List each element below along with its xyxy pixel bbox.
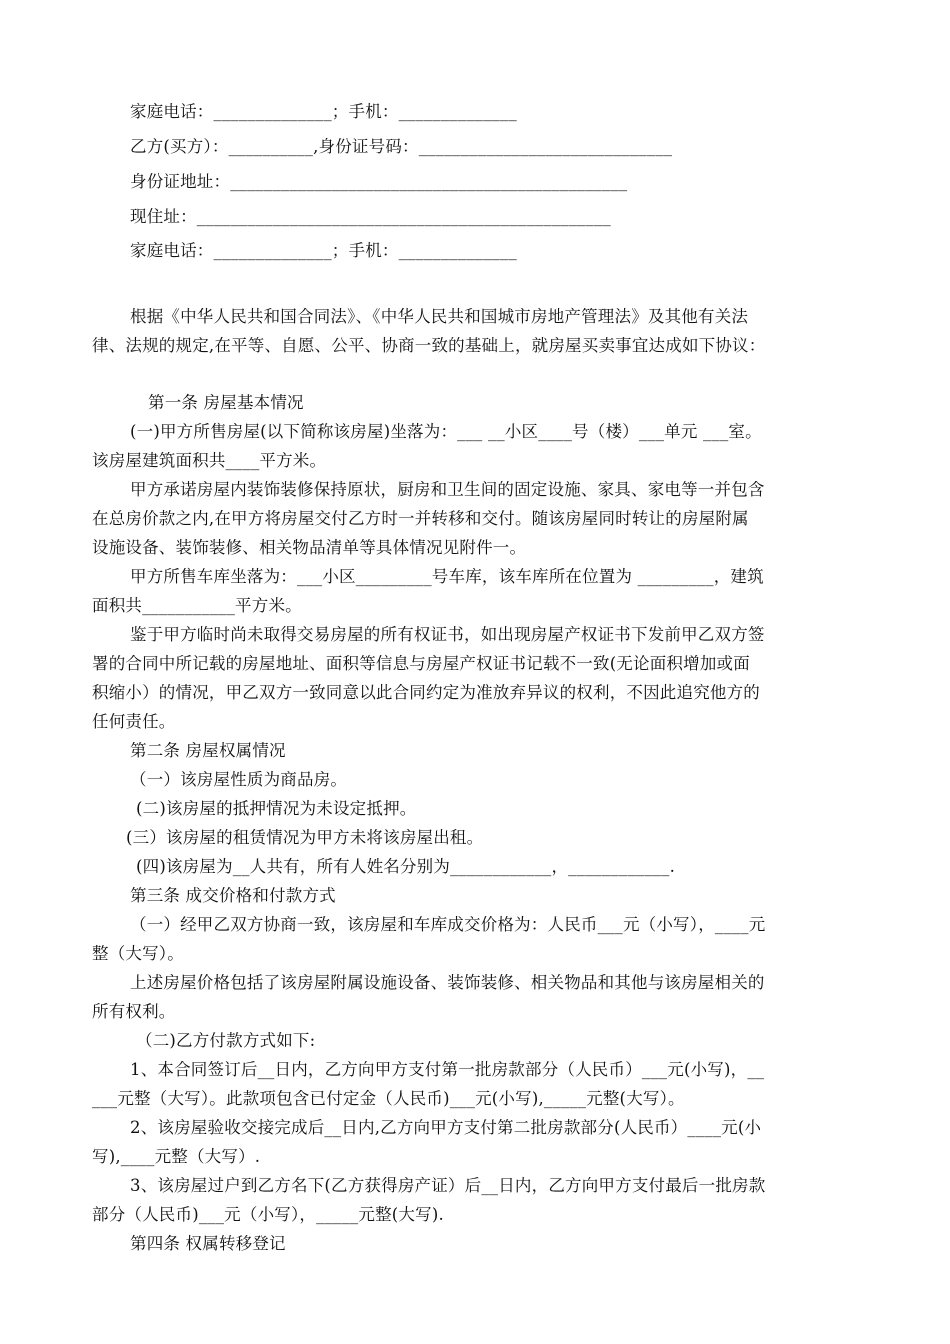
party-a-contact-line: 家庭电话：______________；手机：______________: [130, 102, 517, 121]
article-line: 1、本合同签订后__日内，乙方向甲方支付第一批房款部分（人民币）___元(小写)，__: [130, 1060, 765, 1079]
article-line: （一）该房屋性质为商品房。: [130, 770, 348, 789]
article-line: 上述房屋价格包括了该房屋附属设施设备、装饰装修、相关物品和其他与该房屋相关的: [130, 973, 765, 992]
article-line: 甲方承诺房屋内装饰装修保持原状，厨房和卫生间的固定设施、家具、家电等一并包含: [130, 480, 765, 499]
article-line: (二)该房屋的抵押情况为未设定抵押。: [136, 799, 417, 818]
article-line: 设施设备、装饰装修、相关物品清单等具体情况见附件一。: [92, 538, 527, 557]
article-line: 积缩小）的情况，甲乙双方一致同意以此合同约定为准放弃异议的权利，不因此追究他方的: [92, 683, 760, 702]
article-line: 3、该房屋过户到乙方名下(乙方获得房产证）后__日内，乙方向甲方支付最后一批房款: [130, 1176, 766, 1195]
party-b-id-address-line: 身份证地址：_______________________________________________: [130, 172, 628, 191]
article-line: (一)甲方所售房屋(以下简称该房屋)坐落为：___ __小区____号（楼）___单元 ___室。: [130, 422, 762, 441]
article-title: 第四条 权属转移登记: [130, 1234, 286, 1253]
article-line: 写),____元整（大写）.: [92, 1147, 261, 1166]
article-line: 甲方所售车库坐落为：___小区_________号车库，该车库所在位置为 _________，建筑: [130, 567, 764, 586]
article-line: 部分（人民币)___元（小写），_____元整(大写).: [92, 1205, 444, 1224]
article-line: (三）该房屋的租赁情况为甲方未将该房屋出租。: [126, 828, 484, 847]
article-line: (四)该房屋为__人共有，所有人姓名分别为____________，____________.: [136, 857, 676, 876]
article-line: 2、该房屋验收交接完成后__日内,乙方向甲方支付第二批房款部分(人民币）____元(小: [130, 1118, 762, 1137]
article-line: （一）经甲乙双方协商一致，该房屋和车库成交价格为：人民币___元（小写），____元: [130, 915, 766, 934]
article-title: 第三条 成交价格和付款方式: [130, 886, 336, 905]
article-line: 任何责任。: [92, 712, 176, 731]
article-line: 面积共___________平方米。: [92, 596, 302, 615]
party-b-contact-line: 家庭电话：______________；手机：______________: [130, 241, 517, 260]
preamble-line: 律、法规的规定,在平等、自愿、公平、协商一致的基础上，就房屋买卖事宜达成如下协议：: [92, 336, 766, 355]
article-title: 第二条 房屋权属情况: [130, 741, 286, 760]
article-line: 署的合同中所记载的房屋地址、面积等信息与房屋产权证书记载不一致(无论面积增加或面: [92, 654, 750, 673]
article-line: （二)乙方付款方式如下:: [136, 1031, 316, 1050]
article-line: 在总房价款之内,在甲方将房屋交付乙方时一并转移和交付。随该房屋同时转让的房屋附属: [92, 509, 749, 528]
party-b-current-address-line: 现住址：_________________________________________________: [130, 207, 611, 226]
article-line: 整（大写）。: [92, 944, 184, 963]
party-b-line: 乙方(买方）：__________,身份证号码：______________________________: [130, 137, 673, 156]
article-line: ___元整（大写）。此款项包含已付定金（人民币)___元(小写),_____元整(大写）。: [92, 1089, 685, 1108]
article-line: 该房屋建筑面积共____平方米。: [92, 451, 327, 470]
article-line: 鉴于甲方临时尚未取得交易房屋的所有权证书，如出现房屋产权证书下发前甲乙双方签: [130, 625, 765, 644]
article-title: 第一条 房屋基本情况: [148, 393, 304, 412]
preamble-line: 根据《中华人民共和国合同法》、《中华人民共和国城市房地产管理法》及其他有关法: [130, 307, 749, 326]
article-line: 所有权利。: [92, 1002, 176, 1021]
